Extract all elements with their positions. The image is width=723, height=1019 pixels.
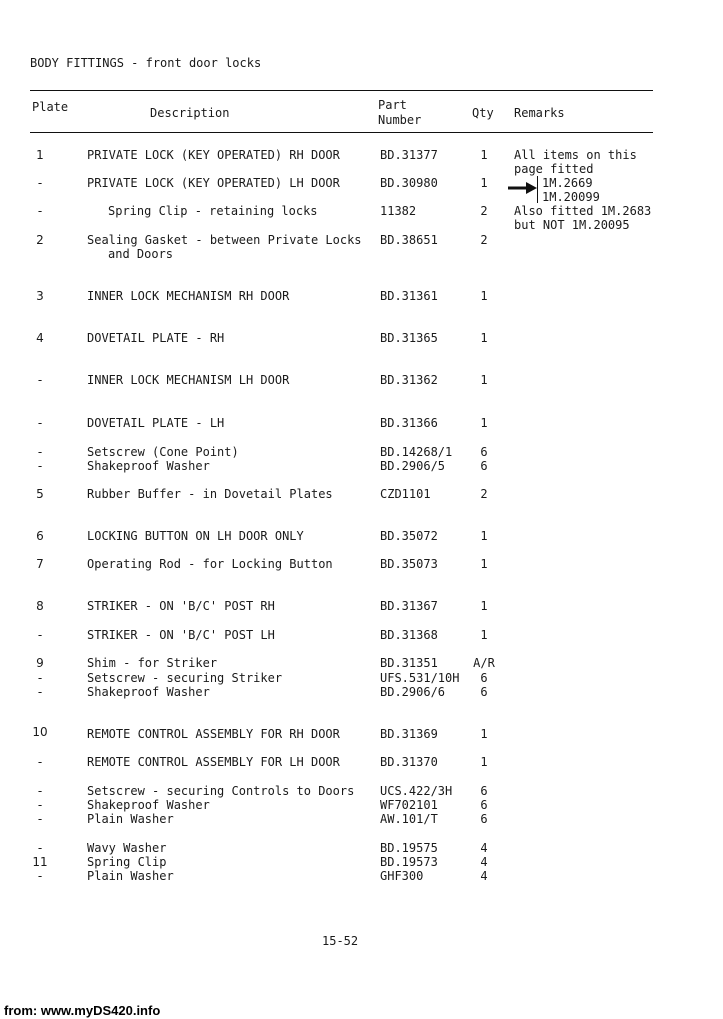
header-description: Description xyxy=(150,106,230,120)
row-qty: 4 xyxy=(480,855,488,869)
row-part-number: AW.101/T xyxy=(380,812,438,826)
row-part-number: BD.38651 xyxy=(380,233,438,247)
row-description: DOVETAIL PLATE - LH xyxy=(87,416,225,430)
row-part-number: BD.31368 xyxy=(380,628,438,642)
row-plate: - xyxy=(37,798,43,812)
row-description: Sealing Gasket - between Private Locks xyxy=(87,233,362,247)
row-plate: 1 xyxy=(36,148,44,162)
row-qty: 1 xyxy=(480,331,488,345)
row-description: STRIKER - ON 'B/C' POST RH xyxy=(87,599,275,613)
row-description: REMOTE CONTROL ASSEMBLY FOR RH DOOR xyxy=(87,727,340,741)
row-description: PRIVATE LOCK (KEY OPERATED) RH DOOR xyxy=(87,148,340,162)
remarks-line: but NOT 1M.20095 xyxy=(514,218,630,232)
row-plate: 6 xyxy=(36,529,44,543)
row-part-number: BD.31365 xyxy=(380,331,438,345)
header-top-rule xyxy=(30,90,653,91)
row-description: Shim - for Striker xyxy=(87,656,218,670)
row-part-number: BD.31370 xyxy=(380,755,438,769)
header-qty: Qty xyxy=(472,106,494,120)
row-plate: - xyxy=(37,685,43,699)
row-part-number: BD.19573 xyxy=(380,855,438,869)
remarks-line: 1M.2669 xyxy=(542,176,593,190)
row-description: Operating Rod - for Locking Button xyxy=(87,557,333,571)
row-plate: 4 xyxy=(36,331,44,345)
row-description: REMOTE CONTROL ASSEMBLY FOR LH DOOR xyxy=(87,755,340,769)
row-description: Setscrew - securing Controls to Doors xyxy=(87,784,355,798)
row-description: Shakeproof Washer xyxy=(87,459,210,473)
row-plate: - xyxy=(37,373,43,387)
row-part-number: BD.35073 xyxy=(380,557,438,571)
row-qty: 1 xyxy=(480,176,488,190)
row-part-number: BD.31369 xyxy=(380,727,438,741)
row-qty: A/R xyxy=(473,656,495,670)
header-plate: Plate xyxy=(32,100,69,114)
row-qty: 1 xyxy=(480,628,488,642)
row-description: Shakeproof Washer xyxy=(87,798,210,812)
row-plate: - xyxy=(37,671,43,685)
row-qty: 1 xyxy=(480,289,488,303)
row-part-number: BD.31351 xyxy=(380,656,438,670)
row-part-number: BD.31361 xyxy=(380,289,438,303)
row-part-number: BD.31377 xyxy=(380,148,438,162)
row-plate: 2 xyxy=(36,233,44,247)
row-description: Plain Washer xyxy=(87,812,174,826)
row-description: INNER LOCK MECHANISM RH DOOR xyxy=(87,289,290,303)
row-plate: - xyxy=(37,755,43,769)
row-part-number: UCS.422/3H xyxy=(380,784,453,798)
row-plate: - xyxy=(37,869,43,883)
row-plate: - xyxy=(37,628,43,642)
row-qty: 1 xyxy=(480,557,488,571)
page-title: BODY FITTINGS - front door locks xyxy=(30,56,262,70)
row-description: DOVETAIL PLATE - RH xyxy=(87,331,225,345)
row-qty: 6 xyxy=(480,798,488,812)
row-plate: - xyxy=(37,812,43,826)
source-footer: from: www.myDS420.info xyxy=(4,1003,161,1018)
row-part-number: BD.2906/5 xyxy=(380,459,446,473)
row-part-number: BD.2906/6 xyxy=(380,685,446,699)
row-description: Shakeproof Washer xyxy=(87,685,210,699)
header-bottom-rule xyxy=(30,132,653,133)
row-plate: - xyxy=(37,784,43,798)
row-part-number: WF702101 xyxy=(380,798,438,812)
header-part-line1: Part xyxy=(378,98,407,112)
row-part-number: BD.14268/1 xyxy=(380,445,453,459)
row-part-number: GHF300 xyxy=(380,869,424,883)
row-description: Wavy Washer xyxy=(87,841,167,855)
row-plate: 9 xyxy=(36,656,44,670)
row-description: Rubber Buffer - in Dovetail Plates xyxy=(87,487,333,501)
row-qty: 1 xyxy=(480,599,488,613)
row-description-cont: and Doors xyxy=(108,247,174,261)
row-qty: 2 xyxy=(480,487,488,501)
row-qty: 1 xyxy=(480,416,488,430)
row-description: INNER LOCK MECHANISM LH DOOR xyxy=(87,373,290,387)
row-plate: 3 xyxy=(36,289,44,303)
row-plate: - xyxy=(37,416,43,430)
remarks-line: Also fitted 1M.2683 xyxy=(514,204,652,218)
row-part-number: BD.19575 xyxy=(380,841,438,855)
row-part-number: BD.31362 xyxy=(380,373,438,387)
remarks-line: page fitted xyxy=(514,162,594,176)
row-qty: 6 xyxy=(480,685,488,699)
remarks-line: All items on this xyxy=(514,148,637,162)
row-qty: 1 xyxy=(480,755,488,769)
page-number: 15-52 xyxy=(322,934,359,948)
row-plate: - xyxy=(37,445,43,459)
row-qty: 2 xyxy=(480,204,488,218)
row-qty: 1 xyxy=(480,727,488,741)
row-plate: - xyxy=(37,204,43,218)
row-qty: 4 xyxy=(480,869,488,883)
row-qty: 1 xyxy=(480,373,488,387)
row-plate: 10 xyxy=(32,725,48,739)
row-description: STRIKER - ON 'B/C' POST LH xyxy=(87,628,275,642)
row-description: Setscrew - securing Striker xyxy=(87,671,283,685)
row-qty: 6 xyxy=(480,784,488,798)
row-plate: 11 xyxy=(32,855,48,869)
row-plate: 7 xyxy=(36,557,44,571)
row-part-number: 11382 xyxy=(380,204,417,218)
row-qty: 6 xyxy=(480,671,488,685)
row-description: Setscrew (Cone Point) xyxy=(87,445,239,459)
header-remarks: Remarks xyxy=(514,106,565,120)
row-plate: - xyxy=(37,459,43,473)
row-description: Plain Washer xyxy=(87,869,174,883)
row-description: LOCKING BUTTON ON LH DOOR ONLY xyxy=(87,529,304,543)
row-qty: 6 xyxy=(480,445,488,459)
row-description: Spring Clip xyxy=(87,855,167,869)
row-plate: - xyxy=(37,841,43,855)
row-plate: - xyxy=(37,176,43,190)
remarks-bracket xyxy=(537,176,538,203)
row-plate: 8 xyxy=(36,599,44,613)
row-part-number: BD.30980 xyxy=(380,176,438,190)
row-description: PRIVATE LOCK (KEY OPERATED) LH DOOR xyxy=(87,176,340,190)
row-qty: 6 xyxy=(480,459,488,473)
row-qty: 4 xyxy=(480,841,488,855)
row-qty: 1 xyxy=(480,148,488,162)
header-part-line2: Number xyxy=(378,113,422,127)
row-qty: 1 xyxy=(480,529,488,543)
row-qty: 2 xyxy=(480,233,488,247)
row-description: Spring Clip - retaining locks xyxy=(108,204,318,218)
row-part-number: CZD1101 xyxy=(380,487,431,501)
arrow-right-icon xyxy=(508,182,538,194)
row-part-number: BD.31367 xyxy=(380,599,438,613)
row-qty: 6 xyxy=(480,812,488,826)
remarks-line: 1M.20099 xyxy=(542,190,600,204)
row-part-number: BD.35072 xyxy=(380,529,438,543)
row-part-number: BD.31366 xyxy=(380,416,438,430)
row-part-number: UFS.531/10H xyxy=(380,671,460,685)
row-plate: 5 xyxy=(36,487,44,501)
